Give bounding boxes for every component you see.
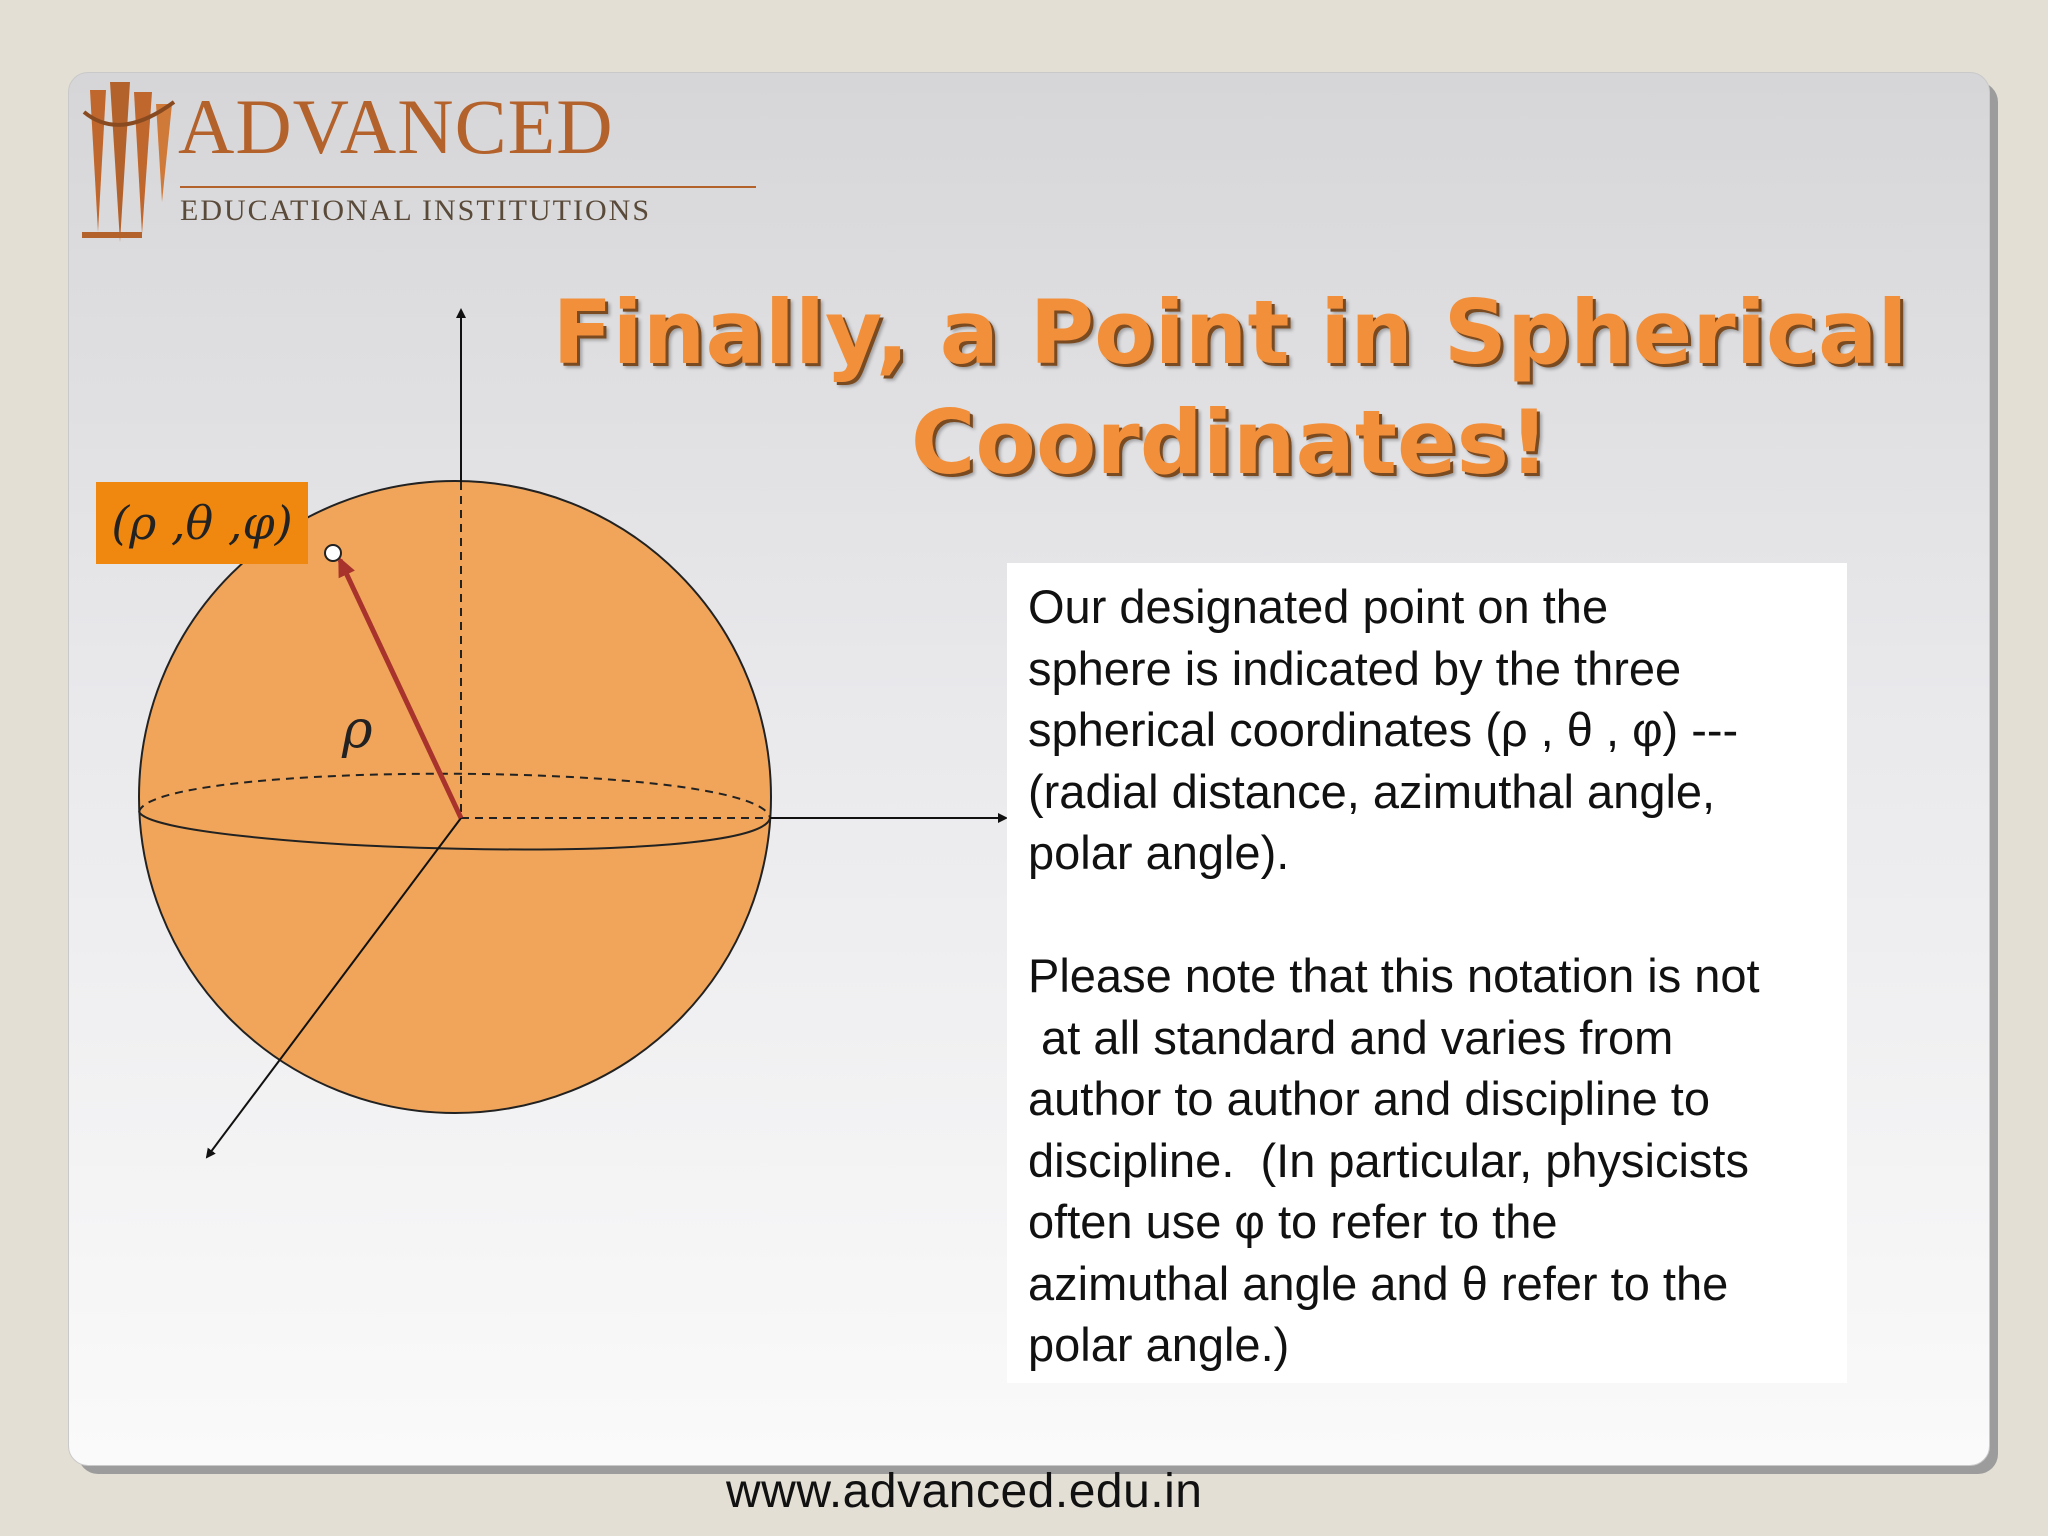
p2-line: often use φ to refer to the	[1028, 1195, 1558, 1248]
p2-line: author to author and discipline to	[1028, 1072, 1710, 1125]
logo-subtitle: EDUCATIONAL INSTITUTIONS	[180, 194, 652, 227]
footer-url[interactable]: www.advanced.edu.in	[726, 1465, 1203, 1518]
p1-line: sphere is indicated by the three	[1028, 641, 1682, 695]
point-label: (ρ ,θ ,φ)	[96, 482, 308, 564]
point-marker	[325, 545, 341, 561]
slide-title-line2: Coordinates!	[910, 391, 1550, 494]
p1-line: spherical coordinates (ρ , θ , φ) ---	[1028, 703, 1739, 756]
logo-title: ADVANCED	[178, 83, 614, 170]
p1-line: (radial distance, azimuthal angle,	[1028, 764, 1716, 818]
slide-title-line1: Finally, a Point in Spherical	[552, 281, 1908, 384]
sphere	[139, 481, 771, 1113]
description-paragraph-1	[1028, 576, 1828, 884]
p1-line: polar angle).	[1028, 826, 1290, 879]
p2-line: polar angle.)	[1028, 1318, 1290, 1371]
p2-line: discipline. (In particular, physicists	[1028, 1133, 1749, 1187]
p2-line: at all standard and varies from	[1028, 1010, 1674, 1064]
rho-label: ρ	[342, 700, 373, 760]
p2-line: Please note that this notation is not	[1028, 949, 1760, 1002]
p1-line: Our designated point on the	[1028, 580, 1609, 633]
p2-line: azimuthal angle and θ refer to the	[1028, 1256, 1729, 1310]
description-paragraph-2	[1028, 945, 1828, 1376]
